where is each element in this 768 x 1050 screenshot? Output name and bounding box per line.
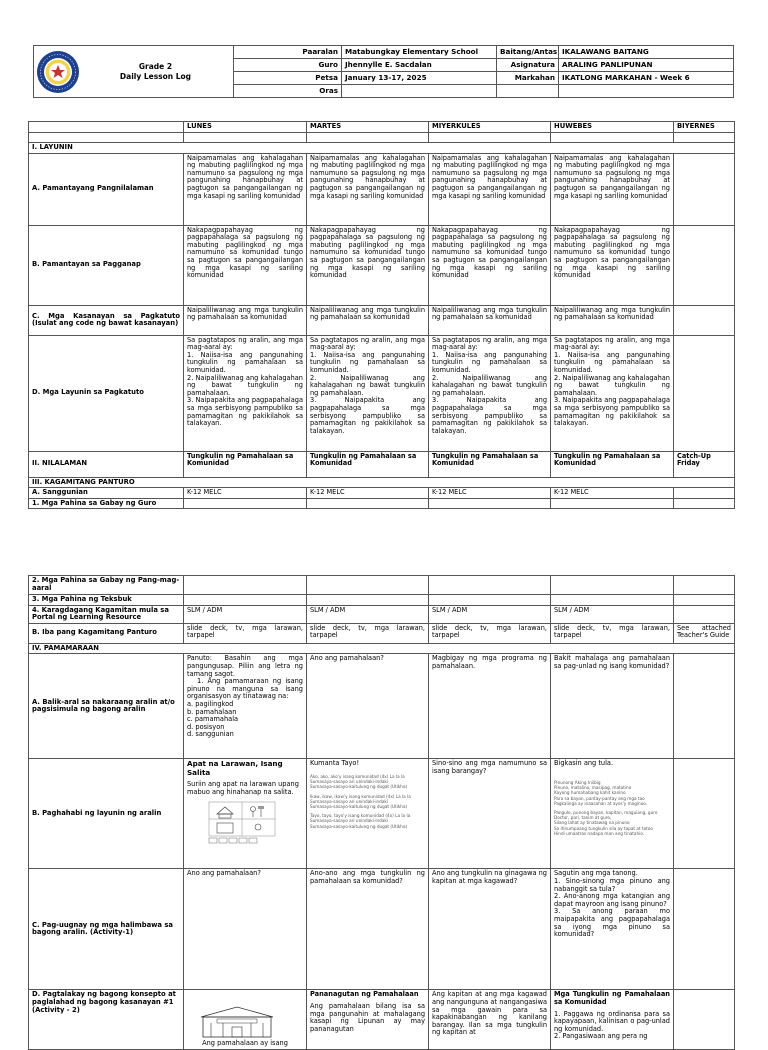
relate-thu: Sagutin ang mga tanong. 1. Sino-sinong mga pinuno ang nabanggit sa tula? 2. Ano-anong mga katangian ang dapat mayroon ang isang pinuno? 3. Sa anong paraan mo maipapakita ang pagpapahalaga sa iyong mga pinuno sa komunidad?	[551, 869, 674, 990]
reference-tue: K-12 MELC	[307, 488, 429, 499]
discuss-mon	[184, 990, 307, 1049]
deped-seal-icon	[36, 50, 80, 94]
materials-wed: slide deck, tv, mga larawan, tarpapel	[429, 623, 551, 643]
motive-thu-title: Bigkasin ang tula.	[554, 759, 614, 768]
teacher-value: Jhennylle E. Sacdalan	[342, 59, 497, 72]
empty-cell	[29, 133, 184, 143]
empty-cell	[497, 85, 559, 98]
day-header-friday: BIYERNES	[674, 122, 735, 133]
section-layunin: I. LAYUNIN	[29, 143, 735, 154]
row-label-teksbuk: 3. Mga Pahina ng Teksbuk	[29, 595, 184, 606]
competency-thu: Naipaliliwanag ang mga tungkulin ng pamahalaan sa komunidad	[551, 305, 674, 335]
content-wed: Tungkulin ng Pamahalaan sa Komunidad	[429, 451, 551, 477]
materials-thu: slide deck, tv, mga larawan, tarpapel	[551, 623, 674, 643]
building-caption: Ang pamahalaan ay isang	[202, 1038, 288, 1047]
discuss-tue-title: Pananagutan ng Pamahalaan	[310, 990, 419, 999]
header-logo-cell	[34, 46, 234, 98]
title-block	[80, 62, 231, 82]
performance-standard-tue: Nakapagpapahayag ng pagpapahalaga sa pagsulong ng mabuting paglilingkod ng mga namumuno sa komunidad tungo sa pagtugon sa pangangailangan ng mga kasapi ng sariling komunidad	[307, 225, 429, 305]
row-label-pamantayang-pangnilalaman: A. Pamantayang Pangnilalaman	[29, 153, 184, 225]
discuss-wed: Ang kapitan at ang mga kagawad ang nangunguna at nangangasiwa sa mga gawain para sa kapakinabangan ng kanilang barangay. Ilan sa mga tungkulin ng kapitan at	[429, 990, 551, 1049]
discuss-thu: Mga Tungkulin ng Pamahalaan sa Komunidad 1. Paggawa ng ordinansa para sa kapayapaan, kalinisan o pag-unlad ng komunidad. 2. Pangasiwaan ang pera ng	[551, 990, 674, 1049]
row-label-iba-pang-kagamitan: B. Iba pang Kagamitang Panturo	[29, 623, 184, 643]
relate-mon: Ano ang pamahalaan?	[184, 869, 307, 990]
school-value: Matabungkay Elementary School	[342, 46, 497, 59]
section-kagamitan: III. KAGAMITANG PANTURO	[29, 477, 735, 488]
poem-text: Pinunong Aking Iniibig Pinuno, matalino, masipag, matatino Kayong humahabang kahit kanino Para sa bayan, pantay-pantay ang mga tao Pagkalinga ay inaasahan at ayos'y maginoo. Pangulo, punong bayan, kapitan, maguiang, guro Doctor, pari, tanim at guro, Silang lahat ay tinatawag na pinuno Sa itinumpaang tungkulin sila ay tapat at totoo Hindi umaatras nadapa man ang tinatahio.	[554, 779, 658, 836]
row-label-balik-aral: A. Balik-aral sa nakaraang aralin at/o pagsisimula ng bagong aralin	[29, 654, 184, 759]
title-dll: Daily Lesson Log	[119, 71, 192, 81]
content-standard-wed: Naipamamalas ang kahalagahan ng mabuting paglilingkod ng mga namumuno sa pagsulong ng mga pangunahing hanapbuhay at pagtugon sa pangangailangan ng mga kasapi ng sariling komunidad	[429, 153, 551, 225]
content-standard-tue: Naipamamalas ang kahalagahan ng mabuting paglilingkod ng mga namumuno sa pagsulong ng mga pangunahing hanapbuhay at pagtugon sa pangangailangan ng mga kasapi ng sariling komunidad	[307, 153, 429, 225]
review-mon: Panuto: Basahin ang mga pangungusap. Piliin ang letra ng tamang sagot. 1. Ang pamamaraan ng isang pinuno na manguna sa isang organisasyon ay tinatawag na: a. pagilingkod b. pamahalaan c. pamamahala d. posisyon d. sanggunian	[184, 654, 307, 759]
row-label-gabay-mag-aaral: 2. Mga Pahina sa Gabay ng Pang-mag-aaral	[29, 576, 184, 595]
section-nilalaman: II. NILALAMAN	[29, 451, 184, 477]
empty-cell	[559, 85, 734, 98]
lr-portal-tue: SLM / ADM	[307, 605, 429, 623]
row-label-pag-uugnay: C. Pag-uugnay ng mga halimbawa sa bagong aralin. (Activity-1)	[29, 869, 184, 990]
discuss-tue	[307, 990, 429, 1049]
objectives-tue: Sa pagtatapos ng aralin, ang mga mag-aaral ay: 1. Naiisa-isa ang pangunahing tungkulin ng pamahalaan sa komunidad. 2. Naipaliliwanag ang kahalagahan ng bawat tungkulin ng pamahalaan. 3. Naipapakita ang pagpapahalaga sa mga serbisyong pampubliko sa pamamagitan ng pakikilahok sa talakayan.	[307, 335, 429, 451]
lr-portal-thu: SLM / ADM	[551, 605, 674, 623]
date-label: Petsa	[234, 72, 342, 85]
content-fri: Catch-Up Friday	[674, 451, 735, 477]
subject-label: Asignatura	[497, 59, 559, 72]
motive-tue-title: Kumanta Tayo!	[310, 759, 360, 768]
quarter-label: Markahan	[497, 72, 559, 85]
reference-wed: K-12 MELC	[429, 488, 551, 499]
lesson-plan-table-page1	[28, 121, 735, 509]
objectives-mon: Sa pagtatapos ng aralin, ang mga mag-aaral ay: 1. Naiisa-isa ang pangunahing tungkulin ng pamahalaan sa komunidad. 2. Naipaliliwanag ang kahalagahan ng bawat tungkulin ng pamahalaan. 3. Naipapakita ang pagpapahalaga sa mga serbisyong pampubliko sa pamamagitan ng pakikilahok sa talakayan.	[184, 335, 307, 451]
day-header-tuesday: MARTES	[307, 122, 429, 133]
song-lyrics: Ako, ako, ako'y isang komunidad (4x) La la la Sumasaya-sasayo ari unindaki-indaki Sumasaya-sasayo-kaitulung ng dugat (Utikha) Ikaw, ikaw, ikaw'y isang komunidad (4x) La la la Sumasaya-sasayo ari unindaki-indaki Sumasaya-sasayo-kaitulung ng dugat (Utikha) Tayo, tayo, tayo'y isang komunidad (4x) La la la Sumasaya-sasayo ari unindaki-indaki Sumasaya-sasayo-kaitulung ng dugat (Utikha)	[310, 773, 411, 829]
reference-thu: K-12 MELC	[551, 488, 674, 499]
motive-thu	[551, 759, 674, 869]
teacher-label: Guro	[234, 59, 342, 72]
row-label-pamantayan-sa-pagganap: B. Pamantayan sa Pagganap	[29, 225, 184, 305]
corner-cell	[29, 122, 184, 133]
time-label: Oras	[234, 85, 342, 98]
content-standard-thu: Naipamamalas ang kahalagahan ng mabuting paglilingkod ng mga namumuno sa pagsulong ng mga pangunahing hanapbuhay at pagtugon sa pangangailangan ng mga kasapi ng sariling komunidad	[551, 153, 674, 225]
motive-tue	[307, 759, 429, 869]
date-value: January 13-17, 2025	[342, 72, 497, 85]
lr-portal-wed: SLM / ADM	[429, 605, 551, 623]
discuss-tue-text: Ang pamahalaan bilang isa sa mga pangunahin at mahalagang kasapi ng Lipunan ay may pananagutan	[310, 1001, 425, 1033]
competency-mon: Naipaliliwanag ang mga tungkulin ng pamahalaan sa komunidad	[184, 305, 307, 335]
day-header-thursday: HUWEBES	[551, 122, 674, 133]
competency-tue: Naipaliliwanag ang mga tungkulin ng pamahalaan sa komunidad	[307, 305, 429, 335]
review-wed: Magbigay ng mga programa ng pamahalaan.	[429, 654, 551, 759]
lesson-plan-table-page2	[28, 575, 735, 1050]
four-pictures-image	[187, 800, 303, 847]
row-label-pagtalakay: D. Pagtalakay ng bagong konsepto at paglalahad ng bagong kasanayan #1 (Activity - 2)	[29, 990, 184, 1049]
objectives-thu: Sa pagtatapos ng aralin, ang mga mag-aaral ay: 1. Naiisa-isa ang pangunahing tungkulin ng pamahalaan sa komunidad. 2. Naipaliliwanag ang kahalagahan ng bawat tungkulin ng pamahalaan. 3. Naipapakita ang pagpapahalaga sa mga serbisyong pampubliko sa pamamagitan ng pakikilahok sa talakayan.	[551, 335, 674, 451]
time-value	[342, 85, 497, 98]
school-label: Paaralan	[234, 46, 342, 59]
review-thu: Bakit mahalaga ang pamahalaan sa pag-unlad ng isang komunidad?	[551, 654, 674, 759]
relate-wed: Ano ang tungkulin na ginagawa ng kapitan at mga kagawad?	[429, 869, 551, 990]
motive-mon-text: Suriin ang apat na larawan upang mabuo ang hinahanap na salita.	[187, 780, 299, 796]
content-mon: Tungkulin ng Pamahalaan sa Komunidad	[184, 451, 307, 477]
materials-tue: slide deck, tv, mga larawan, tarpapel	[307, 623, 429, 643]
competency-wed: Naipaliliwanag ang mga tungkulin ng pamahalaan sa komunidad	[429, 305, 551, 335]
grade-level-value: IKALAWANG BAITANG	[559, 46, 734, 59]
content-thu: Tungkulin ng Pamahalaan sa Komunidad	[551, 451, 674, 477]
row-label-kasanayan: C. Mga Kasanayan sa Pagkatuto (Isulat ang code ng bawat kasanayan)	[29, 305, 184, 335]
materials-mon: slide deck, tv, mga larawan, tarpapel	[184, 623, 307, 643]
section-pamamaraan: IV. PAMAMARAAN	[29, 643, 735, 654]
performance-standard-mon: Nakapagpapahayag ng pagpapahalaga sa pagsulong ng mabuting paglilingkod ng mga namumuno sa komunidad tungo sa pagtugon sa pangangailangan ng mga kasapi ng sariling komunidad	[184, 225, 307, 305]
row-label-layunin-sa-pagkatuto: D. Mga Layunin sa Pagkatuto	[29, 335, 184, 451]
header-table	[33, 45, 734, 98]
review-tue: Ano ang pamahalaan?	[307, 654, 429, 759]
discuss-thu-title: Mga Tungkulin ng Pamahalaan sa Komunidad	[554, 990, 670, 1006]
content-tue: Tungkulin ng Pamahalaan sa Komunidad	[307, 451, 429, 477]
objectives-wed: Sa pagtatapos ng aralin, ang mga mag-aaral ay: 1. Naiisa-isa ang pangunahing tungkulin ng pamahalaan sa komunidad. 2. Naipaliliwanag ang kahalagahan ng bawat tungkulin ng pamahalaan. 3. Naipapakita ang pagpapahalaga sa mga serbisyong pampubliko sa pamamagitan ng pakikilahok sa talakayan.	[429, 335, 551, 451]
grade-level-label: Baitang/Antas	[497, 46, 559, 59]
row-label-gabay-guro: 1. Mga Pahina sa Gabay ng Guro	[29, 498, 184, 509]
lr-portal-mon: SLM / ADM	[184, 605, 307, 623]
row-label-sanggunian: A. Sanggunian	[29, 488, 184, 499]
subject-value: ARALING PANLIPUNAN	[559, 59, 734, 72]
day-header-wednesday: MIYERKULES	[429, 122, 551, 133]
quarter-value: IKATLONG MARKAHAN - Week 6	[559, 72, 734, 85]
performance-standard-thu: Nakapagpapahayag ng pagpapahalaga sa pagsulong ng mabuting paglilingkod ng mga namumuno sa komunidad tungo sa pagtugon sa pangangailangan ng mga kasapi ng sariling komunidad	[551, 225, 674, 305]
reference-mon: K-12 MELC	[184, 488, 307, 499]
relate-tue: Ano-ano ang mga tungkulin ng pamahalaan sa komunidad?	[307, 869, 429, 990]
performance-standard-wed: Nakapagpapahayag ng pagpapahalaga sa pagsulong ng mabuting paglilingkod ng mga namumuno sa komunidad tungo sa pagtugon sa pangangailangan ng mga kasapi ng sariling komunidad	[429, 225, 551, 305]
row-label-paghahabi: B. Paghahabi ng layunin ng aralin	[29, 759, 184, 869]
title-grade: Grade 2	[138, 61, 173, 71]
content-standard-mon: Naipamamalas ang kahalagahan ng mabuting paglilingkod ng mga namumuno sa pagsulong ng mga pangunahing hanapbuhay at pagtugon sa pangangailangan ng mga kasapi ng sariling komunidad	[184, 153, 307, 225]
motive-mon-title: Apat na Larawan, Isang Salita	[187, 759, 283, 777]
motive-wed: Sino-sino ang mga namumuno sa isang barangay?	[429, 759, 551, 869]
motive-mon	[184, 759, 307, 869]
row-label-karagdagang-kagamitan: 4. Karagdagang Kagamitan mula sa Portal ng Learning Resource	[29, 605, 184, 623]
materials-fri: See attached Teacher's Guide	[674, 623, 735, 643]
day-header-monday: LUNES	[184, 122, 307, 133]
